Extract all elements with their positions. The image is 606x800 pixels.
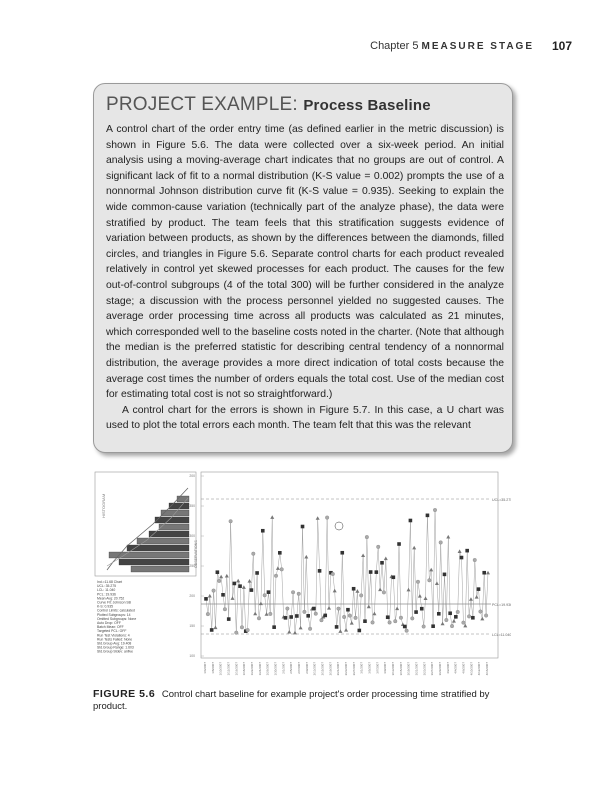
- statistics-line: Omitted Subgroups: None: [97, 616, 137, 621]
- figure-caption: [93, 688, 511, 713]
- data-point-circle: [206, 612, 210, 616]
- data-point-circle: [433, 508, 437, 512]
- x-tick-label: 4/10/2007: [469, 662, 474, 676]
- x-tick-label: 1/18/2007: [242, 662, 247, 676]
- x-tick-label: 1/4/2007: [203, 662, 207, 674]
- x-tick-label: 1/8/2007: [210, 662, 215, 674]
- x-tick-label: 2/21/2007: [336, 662, 341, 676]
- data-point-square: [216, 570, 220, 574]
- y-tick-label: 300: [189, 534, 195, 539]
- data-point-circle: [234, 631, 238, 635]
- statistics-block: [97, 580, 136, 654]
- data-point-circle: [286, 607, 290, 611]
- box-body: [106, 122, 504, 434]
- data-point-circle: [462, 621, 466, 625]
- x-tick-label: 4/2/2007: [445, 662, 450, 674]
- data-point-square: [460, 556, 464, 560]
- figure-label: FIGURE 5.6: [93, 688, 156, 700]
- data-point-square: [289, 615, 293, 619]
- data-point-circle: [484, 614, 488, 618]
- x-tick-label: 1/30/2007: [273, 662, 278, 676]
- x-tick-label: 1/10/2007: [218, 662, 223, 676]
- histogram-bar: [131, 566, 189, 572]
- statistics-line: Run Test Violations: 4: [97, 633, 130, 638]
- data-point-circle: [422, 625, 426, 629]
- data-point-circle: [308, 627, 312, 631]
- data-point-circle: [399, 616, 403, 620]
- x-tick-label: 2/27/2007: [351, 662, 356, 676]
- histogram-bar: [149, 531, 189, 537]
- project-example-box: [93, 83, 513, 453]
- data-point-circle: [280, 568, 284, 572]
- y-tick-label: 100: [189, 654, 195, 659]
- data-point-circle: [365, 535, 369, 539]
- x-tick-label: 4/16/2007: [485, 662, 489, 676]
- data-point-square: [392, 575, 396, 579]
- box-paragraph-1: A control chart of the order entry time (as defined earlier in the metric discussion) is shown in Figure 5.6. The data were collected over a six-week period. An initial analysis using a moving-average chart indicates that no groups are out of control. A significant lack of fit to a normal distribution (K-S value = 0.002) prompts the use of a nonnormal Johnson distribution curve fit (K-S value = 0.935). Seeking to explain the wide common-cause variation (technically part of the analyze phase), the data were stratified by product. The team feels that this stratification suggests evidence of variation between products, as shown by the differences between the diamonds, filled circles, and triangles in Figure 5.6. Separate control charts for each product revealed relatively in control yet skewed processes for each product. The causes for the few out-of-control subgroups (4 of the total 300) will be further considered in the analyze stage; a discussion with the process personnel yielded no suggested causes. The average order processing time across all products was calculated as 21 minutes, which corresponded well to the baseline costs noted in the charter. (Note that although the median is the preferred statistic for describing central tendency of a nonnormal distribution, the average provides a more direct indication of total costs because the average cost times the number of orders equals the total cost. Use of the median cost for estimating total cost is not so straightforward.): [106, 124, 504, 401]
- statistics-line: Std.Group Range: 1.603: [97, 645, 134, 650]
- data-point-circle: [382, 591, 386, 595]
- data-point-circle: [342, 615, 346, 619]
- statistics-line: Targeted PCL: OFF: [97, 629, 127, 634]
- data-point-circle: [450, 624, 454, 628]
- data-point-square: [443, 573, 447, 577]
- data-point-circle: [314, 612, 318, 616]
- data-point-square: [261, 529, 265, 533]
- x-tick-label: 4/6/2007: [461, 662, 466, 674]
- data-point-circle: [428, 578, 432, 582]
- data-point-circle: [445, 618, 449, 622]
- data-point-square: [312, 607, 316, 611]
- data-point-circle: [371, 621, 375, 625]
- data-point-circle: [405, 629, 409, 633]
- y-tick-label: 350: [189, 504, 195, 509]
- data-point-circle: [337, 607, 341, 611]
- data-point-square: [409, 519, 413, 523]
- data-point-circle: [456, 610, 460, 614]
- x-tick-label: 3/1/2007: [359, 662, 364, 674]
- data-point-square: [397, 542, 401, 546]
- data-point-square: [437, 612, 441, 616]
- pcl-label: PCL=19.936: [492, 603, 511, 607]
- x-tick-label: 3/7/2007: [375, 662, 380, 674]
- x-tick-label: 2/15/2007: [320, 662, 325, 676]
- data-point-square: [250, 588, 254, 592]
- statistics-line: Plotted Subgroups: 14: [97, 612, 131, 617]
- statistics-line: K-S: 0.935: [97, 604, 114, 609]
- data-point-square: [431, 624, 435, 628]
- data-point-square: [363, 619, 367, 623]
- y-tick-label: 200: [189, 594, 195, 599]
- data-point-circle: [269, 612, 273, 616]
- statistics-line: Std.Group Avg: 19.408: [97, 641, 132, 646]
- statistics-line: Curve Fit: Johnson SB: [97, 600, 131, 605]
- data-point-square: [340, 551, 344, 555]
- data-point-circle: [388, 621, 392, 625]
- data-point-circle: [229, 519, 233, 523]
- x-tick-label: 3/23/2007: [422, 662, 427, 676]
- x-tick-label: 2/1/2007: [281, 662, 286, 674]
- data-point-square: [267, 590, 271, 594]
- data-point-circle: [439, 541, 443, 545]
- data-point-square: [210, 628, 214, 632]
- data-point-square: [335, 625, 339, 629]
- data-point-circle: [217, 579, 221, 583]
- control-chart: [189, 472, 511, 675]
- x-tick-label: 3/21/2007: [414, 662, 419, 676]
- data-point-square: [386, 615, 390, 619]
- x-tick-label: 3/29/2007: [438, 662, 442, 676]
- data-point-square: [414, 610, 418, 614]
- box-title-prefix: PROJECT EXAMPLE:: [106, 94, 298, 115]
- data-point-square: [318, 569, 322, 573]
- data-point-circle: [223, 607, 227, 611]
- data-point-square: [272, 625, 276, 629]
- data-point-circle: [348, 614, 352, 618]
- data-point-square: [346, 608, 350, 612]
- data-point-square: [221, 593, 225, 597]
- data-point-circle: [331, 572, 335, 576]
- statistics-line: LCL: 11.040: [97, 588, 116, 593]
- data-point-circle: [240, 626, 244, 630]
- y-tick-label: 250: [189, 564, 195, 569]
- box-title-main: Process Baseline: [303, 97, 431, 114]
- x-tick-label: 1/26/2007: [265, 662, 270, 676]
- data-point-circle: [410, 617, 414, 621]
- statistics-line: Mean Avg: 20.752: [97, 596, 125, 601]
- histogram-panel: [95, 472, 196, 576]
- statistics-line: Std.Group Stdev: anfive: [97, 649, 133, 654]
- data-point-circle: [393, 619, 397, 623]
- lcl-label: LCL=11.040: [492, 633, 511, 637]
- statistics-line: Run Tests Failed: None: [97, 637, 133, 642]
- x-tick-label: 2/5/2007: [289, 662, 294, 674]
- data-point-circle: [473, 558, 477, 562]
- data-point-square: [255, 571, 259, 575]
- data-point-square: [420, 607, 424, 611]
- stage-label: MEASURE STAGE: [421, 41, 534, 52]
- page-number: 107: [551, 39, 572, 53]
- y-tick-label: 200: [189, 474, 195, 479]
- data-point-circle: [467, 615, 471, 619]
- x-tick-label: 3/13/2007: [391, 662, 395, 676]
- histogram-bar: [127, 545, 189, 551]
- data-point-square: [477, 587, 481, 591]
- data-point-square: [233, 582, 237, 586]
- box-paragraph-2: A control chart for the errors is shown in Figure 5.7. In this case, a U chart was used to plot the total errors each month. The team felt that this was the relevant: [106, 404, 504, 432]
- statistics-line: Control Limits: calculated: [97, 608, 135, 613]
- y-tick-label: 150: [189, 624, 195, 629]
- data-point-square: [352, 587, 356, 591]
- histogram-bar: [169, 503, 189, 509]
- data-point-square: [306, 614, 310, 618]
- data-point-square: [238, 584, 242, 588]
- statistics-line: Batch Mean: OFF: [97, 625, 124, 630]
- x-tick-label: 1/24/2007: [257, 662, 262, 676]
- statistics-line: Ind.=11.68 Chart: [97, 580, 123, 584]
- x-tick-label: 2/13/2007: [312, 662, 317, 676]
- data-point-circle: [325, 516, 329, 520]
- x-tick-label: 2/7/2007: [297, 662, 301, 674]
- data-point-circle: [246, 628, 250, 632]
- x-tick-label: 3/27/2007: [430, 662, 435, 676]
- data-point-circle: [320, 618, 324, 622]
- statistics-line: PCL: 19.936: [97, 592, 116, 597]
- data-point-circle: [297, 592, 301, 596]
- x-tick-label: 1/22/2007: [250, 662, 254, 676]
- data-point-circle: [354, 616, 358, 620]
- y-axis-label: OBSERVATIONS: [194, 540, 198, 568]
- data-point-circle: [479, 610, 483, 614]
- data-point-circle: [274, 574, 278, 578]
- data-point-square: [465, 549, 469, 553]
- statistics-line: Auto Drop: OFF: [97, 621, 121, 625]
- control-chart-figure: [93, 468, 511, 678]
- data-point-circle: [257, 617, 261, 621]
- x-tick-label: 1/16/2007: [234, 662, 239, 676]
- x-tick-label: 2/23/2007: [344, 662, 348, 676]
- figure-5-6: [93, 468, 511, 678]
- data-point-circle: [359, 594, 363, 598]
- page-header: [0, 40, 606, 56]
- x-tick-label: 3/5/2007: [367, 662, 372, 674]
- box-title: [106, 94, 431, 116]
- histogram-bar: [137, 538, 189, 544]
- data-point-circle: [252, 552, 256, 556]
- data-point-square: [301, 525, 305, 529]
- x-tick-label: 2/19/2007: [328, 662, 333, 676]
- statistics-line: UCL: 35.275: [97, 584, 117, 589]
- data-point-circle: [212, 589, 216, 593]
- x-tick-label: 4/4/2007: [453, 662, 458, 674]
- data-point-circle: [291, 590, 295, 594]
- data-point-circle: [376, 545, 380, 549]
- data-point-circle: [263, 593, 267, 597]
- chapter-heading: [370, 40, 534, 52]
- data-point-square: [227, 617, 231, 621]
- ucl-label: UCL=35.275: [492, 498, 511, 502]
- data-point-square: [375, 570, 379, 574]
- data-point-square: [204, 597, 208, 601]
- data-point-square: [369, 570, 373, 574]
- x-tick-label: 1/12/2007: [226, 662, 231, 676]
- histogram-bar: [119, 559, 189, 565]
- data-point-square: [471, 616, 475, 620]
- x-tick-label: 3/9/2007: [383, 662, 388, 674]
- data-point-square: [278, 551, 282, 555]
- data-point-square: [454, 615, 458, 619]
- data-point-square: [323, 614, 327, 618]
- data-point-square: [295, 614, 299, 618]
- x-tick-label: 3/19/2007: [406, 662, 411, 676]
- data-point-square: [482, 571, 486, 575]
- x-tick-label: 3/15/2007: [398, 662, 403, 676]
- data-point-square: [426, 514, 430, 518]
- data-point-square: [358, 629, 362, 633]
- x-tick-label: 4/12/2007: [477, 662, 482, 676]
- x-tick-label: 2/9/2007: [304, 662, 309, 674]
- chapter-label: Chapter 5: [370, 40, 419, 52]
- data-point-circle: [416, 580, 420, 584]
- histogram-label: HISTOGRAM: [101, 493, 106, 518]
- data-point-square: [403, 625, 407, 629]
- histogram-bar: [155, 517, 189, 523]
- data-point-square: [380, 561, 384, 565]
- data-point-square: [448, 611, 452, 615]
- data-point-square: [284, 616, 288, 620]
- data-point-circle: [303, 610, 307, 614]
- caption-text: Control chart baseline for example project's order processing time stratified by product.: [93, 689, 490, 712]
